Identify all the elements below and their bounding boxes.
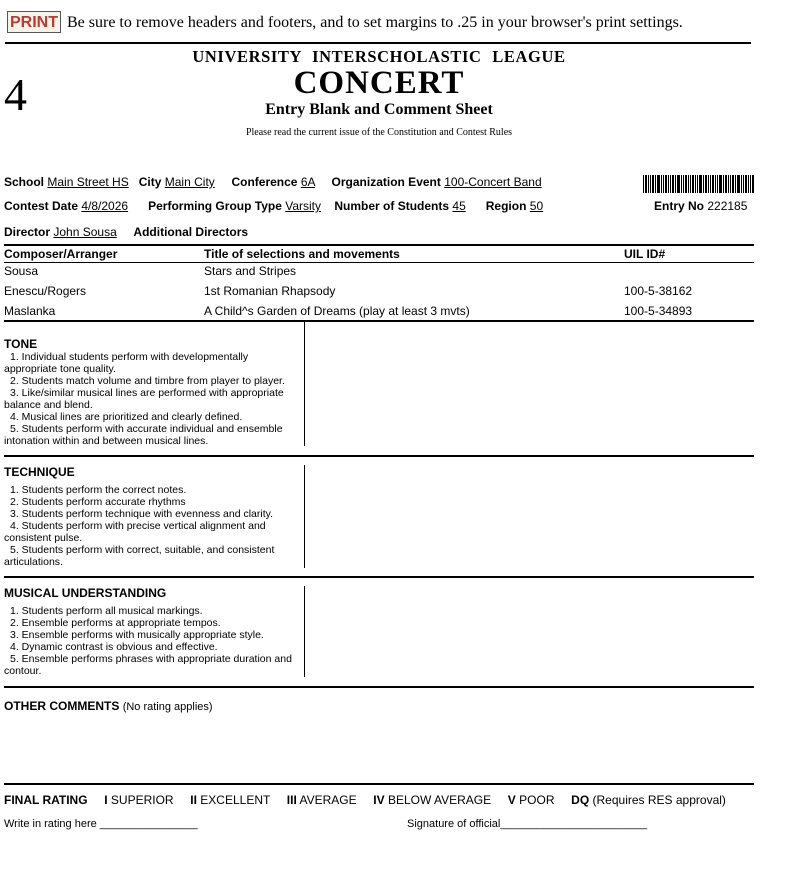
composer-cell: Maslanka [4, 304, 56, 318]
rating-dq: DQ (Requires RES approval) [571, 793, 726, 807]
col-composer: Composer/Arranger [4, 247, 118, 261]
criterion: 3. Like/similar musical lines are performed with appropriate balance and blend. [4, 387, 284, 411]
tone-comments-area[interactable] [306, 324, 752, 452]
other-comments-area[interactable] [4, 716, 754, 780]
technique-comments-area[interactable] [306, 460, 752, 572]
event-value: 100-Concert Band [444, 175, 542, 189]
director-label: Director [4, 225, 51, 239]
print-button[interactable]: PRINT [7, 11, 61, 33]
director-row [4, 225, 248, 239]
director-value: John Sousa [53, 225, 117, 239]
barcode-image [643, 175, 754, 193]
title-cell: 1st Romanian Rhapsody [204, 284, 336, 298]
criterion: 5. Students perform with accurate individual and ensemble intonation within and between musical lines. [4, 423, 283, 447]
students-label: Number of Students [334, 199, 450, 213]
entry-no-label: Entry No [654, 199, 705, 213]
col-uil-id: UIL ID# [624, 247, 666, 261]
city-label: City [138, 175, 162, 189]
rating-superior: I SUPERIOR [104, 793, 174, 807]
criterion: 3. Ensemble performs with musically appropriate style. [10, 629, 264, 641]
musical-comments-area[interactable] [306, 581, 752, 681]
musical-title: MUSICAL UNDERSTANDING [4, 586, 167, 600]
conference-value: 6A [300, 175, 315, 189]
rules-note: Please read the current issue of the Constitution and Contest Rules [245, 127, 513, 138]
tone-divider [304, 322, 305, 446]
tone-rule [4, 455, 754, 457]
entry-row-2 [4, 199, 543, 213]
org-name: UNIVERSITY INTERSCHOLASTIC LEAGUE [192, 47, 566, 66]
final-rating-label: FINAL RATING [4, 793, 88, 807]
other-rule [4, 783, 754, 785]
technique-divider [304, 465, 305, 568]
composer-cell: Enescu/Rogers [4, 284, 87, 298]
criterion: 2. Ensemble performs at appropriate tempos. [10, 617, 221, 629]
other-comments-title: OTHER COMMENTS [4, 699, 120, 713]
rating-average: III AVERAGE [286, 793, 357, 807]
official-signature[interactable]: Signature of official________________________ [407, 818, 648, 830]
criterion: 1. Students perform all musical markings. [10, 605, 203, 617]
group-type-value: Varsity [285, 199, 322, 213]
criterion: 2. Students perform accurate rhythms [10, 496, 186, 508]
musical-divider [304, 586, 305, 677]
page-subtitle: Entry Blank and Comment Sheet [265, 101, 493, 118]
other-comments-heading [4, 699, 213, 713]
conference-label: Conference [231, 175, 298, 189]
other-comments-note: (No rating applies) [122, 701, 213, 713]
form-number: 4 [4, 69, 27, 120]
technique-rule [4, 576, 754, 578]
page-title: CONCERT [293, 65, 465, 101]
date-value: 4/8/2026 [81, 199, 129, 213]
rating-below-average: IV BELOW AVERAGE [373, 793, 492, 807]
criterion: 4. Dynamic contrast is obvious and effective. [10, 641, 218, 653]
students-value: 45 [452, 199, 466, 213]
school-label: School [4, 175, 45, 189]
uil-id-cell: 100-5-38162 [624, 284, 693, 298]
criterion: 2. Students match volume and timbre from player to player. [10, 375, 285, 387]
technique-criteria [4, 484, 302, 568]
entry-row-1 [4, 175, 542, 189]
criterion: 1. Individual students perform with developmentally appropriate tone quality. [4, 351, 249, 375]
uil-id-cell: 100-5-34893 [624, 304, 693, 318]
rating-excellent: II EXCELLENT [190, 793, 271, 807]
top-divider [5, 42, 751, 44]
write-in-rating[interactable]: Write in rating here ________________ [4, 818, 198, 830]
additional-directors-label: Additional Directors [133, 225, 249, 239]
criterion: 1. Students perform the correct notes. [10, 484, 187, 496]
school-value: Main Street HS [47, 175, 129, 189]
criterion: 3. Students perform technique with evenness and clarity. [10, 508, 274, 520]
criterion: 5. Students perform with correct, suitable, and consistent articulations. [4, 544, 275, 568]
date-label: Contest Date [4, 199, 79, 213]
event-label: Organization Event [331, 175, 441, 189]
criterion: 4. Students perform with precise vertical alignment and consistent pulse. [4, 520, 266, 544]
entry-no-value: 222185 [707, 199, 748, 213]
criterion: 5. Ensemble performs phrases with appropriate duration and contour. [4, 653, 292, 677]
print-instructions: Be sure to remove headers and footers, and to set margins to .25 in your browser's print settings. [67, 14, 683, 31]
table-top-rule [4, 244, 754, 246]
col-title: Title of selections and movements [204, 247, 400, 261]
tone-criteria [4, 351, 302, 447]
region-value: 50 [529, 199, 544, 213]
table-header-rule [4, 262, 754, 263]
final-rating-row [4, 793, 726, 807]
rating-poor: V POOR [507, 793, 555, 807]
title-cell: Stars and Stripes [204, 264, 297, 278]
musical-criteria [4, 605, 302, 677]
tone-title: TONE [4, 337, 38, 351]
composer-cell: Sousa [4, 264, 39, 278]
entry-number [654, 199, 747, 213]
city-value: Main City [164, 175, 215, 189]
group-type-label: Performing Group Type [148, 199, 282, 213]
title-cell: A Child^s Garden of Dreams (play at least 3 mvts) [204, 304, 470, 318]
technique-title: TECHNIQUE [4, 465, 75, 479]
table-bottom-rule [4, 320, 754, 322]
criterion: 4. Musical lines are prioritized and clearly defined. [10, 411, 243, 423]
musical-rule [4, 686, 754, 688]
region-label: Region [485, 199, 527, 213]
